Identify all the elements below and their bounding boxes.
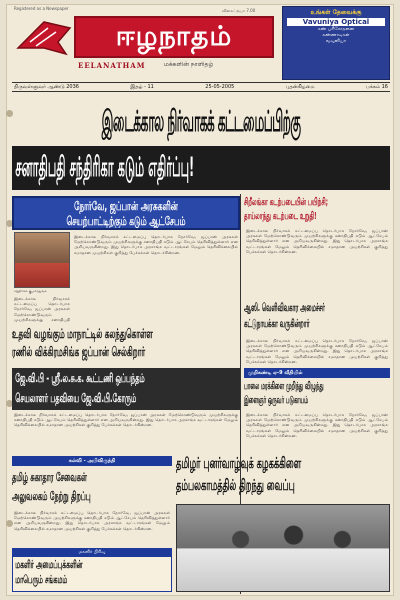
ad-line: கண்ணாடிகள் [322,33,350,38]
right-story-2-headline-line: கட்டுநாயக்கா வருகின்றார் [244,317,310,330]
masthead-subtitle: EELANATHAM [78,61,146,70]
women-story-headline-line: மகளிர் அமைப்புக்களின் [15,558,83,571]
right-story-3-headline-line: பாலை மரக்கிளை முறிந்து விழுந்து [244,381,324,392]
optical-advertisement [282,6,390,80]
right-story-3-kicker: முறிகண்டி ஏ-9 வீதியில் [244,368,390,378]
dateline-year: திருவள்ளுவர் ஆண்டு 2036 [14,84,79,90]
tamil-story-headline-line: தமிழ் சுகாதார சேவைகள் [12,470,87,484]
masthead [12,6,272,78]
tamil-story-body: இடைக்கால நிர்வாகக் கட்டமைப்பு தொடர்பாக நோர்வே, ஜப்பான் அரசுகள் மேற்கொண்டுவரும் முயற்சிகளுக்கு சனாதிபதி கடும் ஆட்சேபம் தெரிவித்துள்ளார் என அறியவருகின்றது. இது தொடர்பாக அரசாங்க வட்டாரங்கள் மேலும் தெரிவிக்கையில் சமாதான முயற்சிகள் குறித்து பேச்சுக்கள் தொடர்கின்றன. [14,510,170,531]
masthead-title: ஈழநாதம் [115,21,233,52]
price: விலை: ரூபா 7.00 [222,8,256,13]
banner-headline-2: சனாதிபதி சந்திரிகா கடும் எதிர்ப்பு! [12,146,390,190]
right-story-3-headline [244,380,390,410]
left-story-body: இடைக்கால நிர்வாகக் கட்டமைப்பு தொடர்பாக நோர்வே, ஜப்பான் அரசுகள் மேற்கொண்டுவரும் முயற்சிகளுக்கு சனாதிபதி கடும் ஆட்சேபம் தெரிவித்துள்ளார் என அறியவருகின்றது. இது தொடர்பாக அரசாங்க வட்டாரங்கள் மேலும் தெரிவிக்கையில் சமாதான முயற்சிகள் குறித்து பேச்சுக்கள் தொடர்கின்றன. [74,234,238,255]
registration-note: Registered as a Newspaper [14,6,69,11]
right-story-2-body: இடைக்கால நிர்வாகக் கட்டமைப்பு தொடர்பாக நோர்வே, ஜப்பான் அரசுகள் மேற்கொண்டுவரும் முயற்சிகளுக்கு சனாதிபதி கடும் ஆட்சேபம் தெரிவித்துள்ளார் என அறியவருகின்றது. இது தொடர்பாக அரசாங்க வட்டாரங்கள் மேலும் தெரிவிக்கையில் சமாதான முயற்சிகள் குறித்து பேச்சுக்கள் தொடர்கின்றன. [246,338,388,364]
dateline-date: 25-05-2005 [205,84,235,90]
banner-headline-1: இடைக்கால நிர்வாகக் கட்டமைப்பிற்கு [101,104,301,138]
ad-title: Vavuniya Optical [287,18,385,26]
dateline [12,82,390,92]
left-story-headline-line: நோர்வே, ஜப்பான் அரசுகளின் [74,199,178,213]
women-story-box [12,548,172,592]
photo-caption: சந்திரிகா குமாரதுங்க [14,289,47,293]
ad-line: கண் பரிசோதனை [317,27,355,32]
ad-heading: உங்கள் தேவைக்கு [310,9,362,16]
right-story-1-body: இடைக்கால நிர்வாகக் கட்டமைப்பு தொடர்பாக நோர்வே, ஜப்பான் அரசுகள் மேற்கொண்டுவரும் முயற்சிகளுக்கு சனாதிபதி கடும் ஆட்சேபம் தெரிவித்துள்ளார் என அறியவருகின்றது. இது தொடர்பாக அரசாங்க வட்டாரங்கள் மேலும் தெரிவிக்கையில் சமாதான முயற்சிகள் குறித்து பேச்சுக்கள் தொடர்கின்றன. [246,228,388,254]
right-story-1-headline [244,196,390,226]
masthead-title-box [74,16,274,58]
left-story-body-continued: இடைக்கால நிர்வாகக் கட்டமைப்பு தொடர்பாக நோர்வே, ஜப்பான் அரசுகள் மேற்கொண்டுவரும் முயற்சிகளுக்கு சனாதிபதி [14,296,70,322]
ad-line: வவுனியா [325,39,347,44]
right-story-1-headline-line: சிறீலங்கா கடற்படையின் பயிற்சி; [244,197,328,208]
tamil-story-headline [12,468,172,508]
jvp-story-headline [12,368,240,410]
dateline-pages: பக்கம் 16 [365,84,388,90]
punch-hole [6,520,13,527]
bottom-story-headline-line: தமிழர் புனர்வாழ்வுக் கழகக்கிளை [176,454,302,472]
mid-story-headline-line: உதவி வழங்கும் மாநாட்டில் கலந்துகொள்ள [12,327,153,342]
jvp-story-headline-line: செயலாளர் பதவியை ஜே.வி.பி.கோரும் [15,391,137,405]
right-story-2-headline [244,300,390,336]
bottom-story-photo [176,504,390,592]
dateline-day: புதன்கிழமை [285,84,315,90]
right-story-3-body: இடைக்கால நிர்வாகக் கட்டமைப்பு தொடர்பாக நோர்வே, ஜப்பான் அரசுகள் மேற்கொண்டுவரும் முயற்சிகளுக்கு சனாதிபதி கடும் ஆட்சேபம் தெரிவித்துள்ளார் என அறியவருகின்றது. இது தொடர்பாக அரசாங்க வட்டாரங்கள் மேலும் தெரிவிக்கையில் சமாதான முயற்சிகள் குறித்து பேச்சுக்கள் தொடர்கின்றன. [246,412,388,438]
women-story-headline [13,557,171,587]
left-story-headline [12,196,240,230]
conch-logo-icon [14,18,74,58]
mid-story-headline [12,326,240,366]
right-story-3-headline-line: இளைஞர் ஒருவர் படுகாயம் [244,395,309,406]
women-story-headline-line: மாபெரும் சங்கமம் [15,573,68,586]
jvp-story-headline-line: ஜே.வி.பி - ஸ்ரீ.ல.சு.க. கூட்டணி ஒப்பந்தம் [15,371,145,385]
story-photo [14,232,70,288]
jvp-story-body: இடைக்கால நிர்வாகக் கட்டமைப்பு தொடர்பாக நோர்வே, ஜப்பான் அரசுகள் மேற்கொண்டுவரும் முயற்சிகளுக்கு சனாதிபதி கடும் ஆட்சேபம் தெரிவித்துள்ளார் என அறியவருகின்றது. இது தொடர்பாக அரசாங்க வட்டாரங்கள் மேலும் தெரிவிக்கையில் சமாதான முயற்சிகள் குறித்து பேச்சுக்கள் தொடர்கின்றன. [14,412,238,428]
bottom-story-headline-line: தம்பலகாமத்தில் திறந்து வைப்பு [176,476,295,494]
masthead-tagline: மக்களின் நாளிதழ் [164,61,214,68]
women-story-kicker: மகளிர் பிரிவு [13,549,171,557]
dateline-issue: இதழ் - 11 [130,84,154,90]
left-story-headline-line: செயற்பாட்டிற்கும் கடும் ஆட்சேபம் [66,214,186,228]
right-story-1-headline-line: தாய்லாந்து கடற்படை உறுதி! [244,211,317,222]
tamil-story-kicker: கல்வி - அபிவிருத்தி [12,456,172,466]
mid-story-headline-line: ரணில் விக்கிரமசிங்க ஜப்பான் செல்கிறார் [12,345,146,360]
right-story-2-headline-line: ஆஸி. வெளிவிவகார அமைச்சர் [244,301,325,314]
bottom-story-headline [176,452,390,500]
tamil-story-headline-line: அலுவலகம் நேற்று திறப்பு [12,489,91,503]
